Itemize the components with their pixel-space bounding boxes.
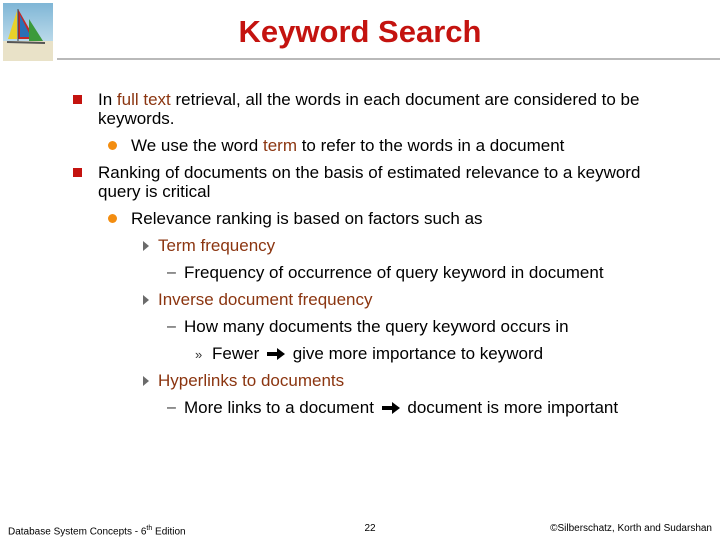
bullet-full-text xyxy=(98,90,639,109)
footer-text: Database System Concepts - 6 xyxy=(8,526,147,538)
dash-bullet-icon: – xyxy=(167,399,176,416)
bullet-text: Fewer xyxy=(212,344,260,363)
term-frequency-desc: Frequency of occurrence of query keyword in document xyxy=(184,263,604,282)
bullet-text: document is more important xyxy=(407,398,619,417)
footer-text: Edition xyxy=(152,526,186,538)
square-bullet-icon xyxy=(73,95,82,104)
round-bullet-icon xyxy=(108,214,117,223)
page-number: 22 xyxy=(364,523,376,534)
factor-hyperlinks: Hyperlinks to documents xyxy=(158,371,345,390)
factor-inverse-document-frequency: Inverse document frequency xyxy=(158,290,373,309)
triangle-bullet-icon xyxy=(143,241,149,251)
highlight-term: full text xyxy=(116,90,171,109)
idf-fewer-note xyxy=(212,344,543,363)
highlight-term: term xyxy=(262,136,297,155)
bullet-text: More links to a document xyxy=(184,398,374,417)
dash-bullet-icon: – xyxy=(167,318,176,335)
factor-term-frequency: Term frequency xyxy=(158,236,276,255)
footer-course-title xyxy=(8,523,186,538)
bullet-text: retrieval, all the words in each document are considered to be xyxy=(170,90,640,109)
bullet-text: to refer to the words in a document xyxy=(296,136,565,155)
bullet-relevance-factors: Relevance ranking is based on factors such as xyxy=(131,209,483,228)
triangle-bullet-icon xyxy=(143,376,149,386)
right-arrow-icon xyxy=(266,347,286,361)
bullet-ranking-cont: query is critical xyxy=(98,182,211,201)
bullet-full-text-cont: keywords. xyxy=(98,109,175,128)
bullet-term-definition xyxy=(131,136,564,155)
guillemet-bullet-icon: » xyxy=(195,347,203,362)
square-bullet-icon xyxy=(73,168,82,177)
footer-copyright: ©Silberschatz, Korth and Sudarshan xyxy=(550,523,712,534)
dash-bullet-icon: – xyxy=(167,264,176,281)
triangle-bullet-icon xyxy=(143,295,149,305)
idf-desc: How many documents the query keyword occurs in xyxy=(184,317,569,336)
bullet-ranking: Ranking of documents on the basis of estimated relevance to a keyword xyxy=(98,163,641,182)
slide-title: Keyword Search xyxy=(238,14,482,49)
title-divider xyxy=(57,58,720,60)
footer-superscript: th xyxy=(146,525,153,532)
round-bullet-icon xyxy=(108,141,117,150)
bullet-text: We use the word xyxy=(131,136,263,155)
right-arrow-icon xyxy=(381,401,401,415)
bullet-text: In xyxy=(98,90,117,109)
hyperlinks-desc xyxy=(184,398,618,417)
bullet-text: give more importance to keyword xyxy=(292,344,544,363)
